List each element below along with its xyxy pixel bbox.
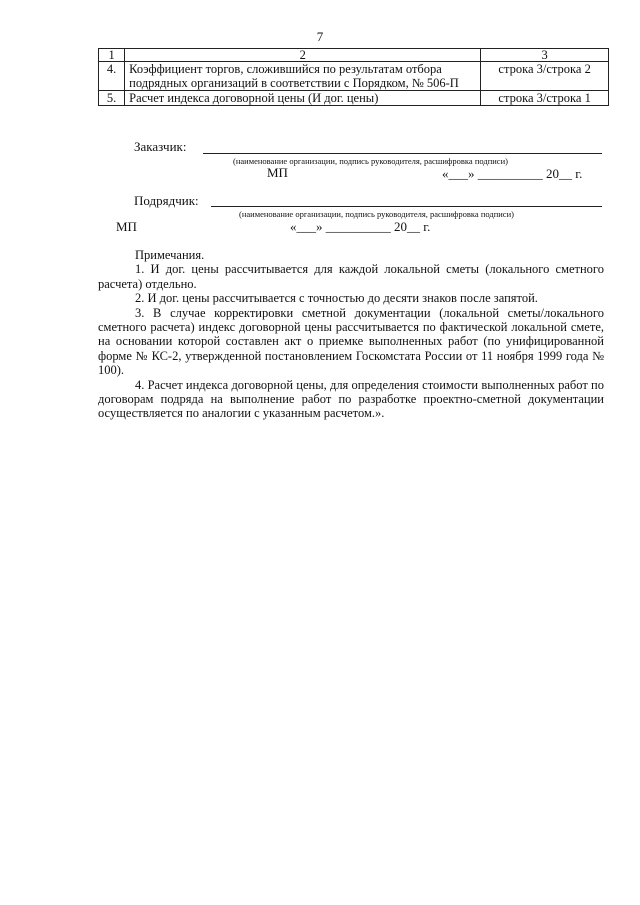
contractor-date: «___» __________ 20__ г. xyxy=(290,219,431,234)
customer-signature-line xyxy=(203,153,602,154)
contractor-label: Подрядчик: xyxy=(134,193,199,208)
note-item: 1. И дог. цены рассчитывается для каждой локальной сметы (локального сметного расчета) отдельно. xyxy=(98,262,604,291)
notes-title: Примечания. xyxy=(135,248,205,262)
row-formula: строка 3/строка 1 xyxy=(481,91,609,106)
row-number: 5. xyxy=(99,91,125,106)
table-header-cell: 3 xyxy=(481,49,609,62)
note-item: 3. В случае корректировки сметной документации (локальной сметы/локального сметного расчета) индекс договорной цены рассчитывается по фактической локальной смете, на основании которой составлен акт о приемке выполненных работ (по унифицированной форме № КС-2, утвержденной постановлением Госкомстата России от 11 ноября 1999 года № 100). xyxy=(98,305,604,378)
row-description: Расчет индекса договорной цены (И дог. цены) xyxy=(125,91,481,106)
contractor-signature-caption: (наименование организации, подпись руководителя, расшифровка подписи) xyxy=(239,209,514,219)
table-header-cell: 1 xyxy=(99,49,125,62)
table-row xyxy=(99,62,609,91)
table-header-row xyxy=(99,49,609,62)
note-item: 2. И дог. цены рассчитывается с точностью до десяти знаков после запятой. xyxy=(135,291,538,306)
contractor-stamp-mark: МП xyxy=(116,219,137,234)
notes-section xyxy=(98,248,604,421)
table-header-cell: 2 xyxy=(125,49,481,62)
row-description: Коэффициент торгов, сложившийся по результатам отбора подрядных организаций в соответствии с Порядком, № 506-П xyxy=(125,62,481,91)
customer-signature-caption: (наименование организации, подпись руководителя, расшифровка подписи) xyxy=(233,156,508,166)
customer-stamp-mark: МП xyxy=(267,165,288,180)
customer-date: «___» __________ 20__ г. xyxy=(442,166,583,181)
page-number: 7 xyxy=(316,29,324,44)
row-formula: строка 3/строка 2 xyxy=(481,62,609,91)
index-table xyxy=(98,48,609,106)
row-number: 4. xyxy=(99,62,125,91)
contractor-signature-line xyxy=(211,206,602,207)
table-row xyxy=(99,91,609,106)
customer-label: Заказчик: xyxy=(134,139,187,154)
note-item: 4. Расчет индекса договорной цены, для определения стоимости выполненных работ по договорам подряда на выполнение работ по разработке проектно-сметной документации осуществляется по аналогии с указанным расчетом.». xyxy=(98,377,604,421)
